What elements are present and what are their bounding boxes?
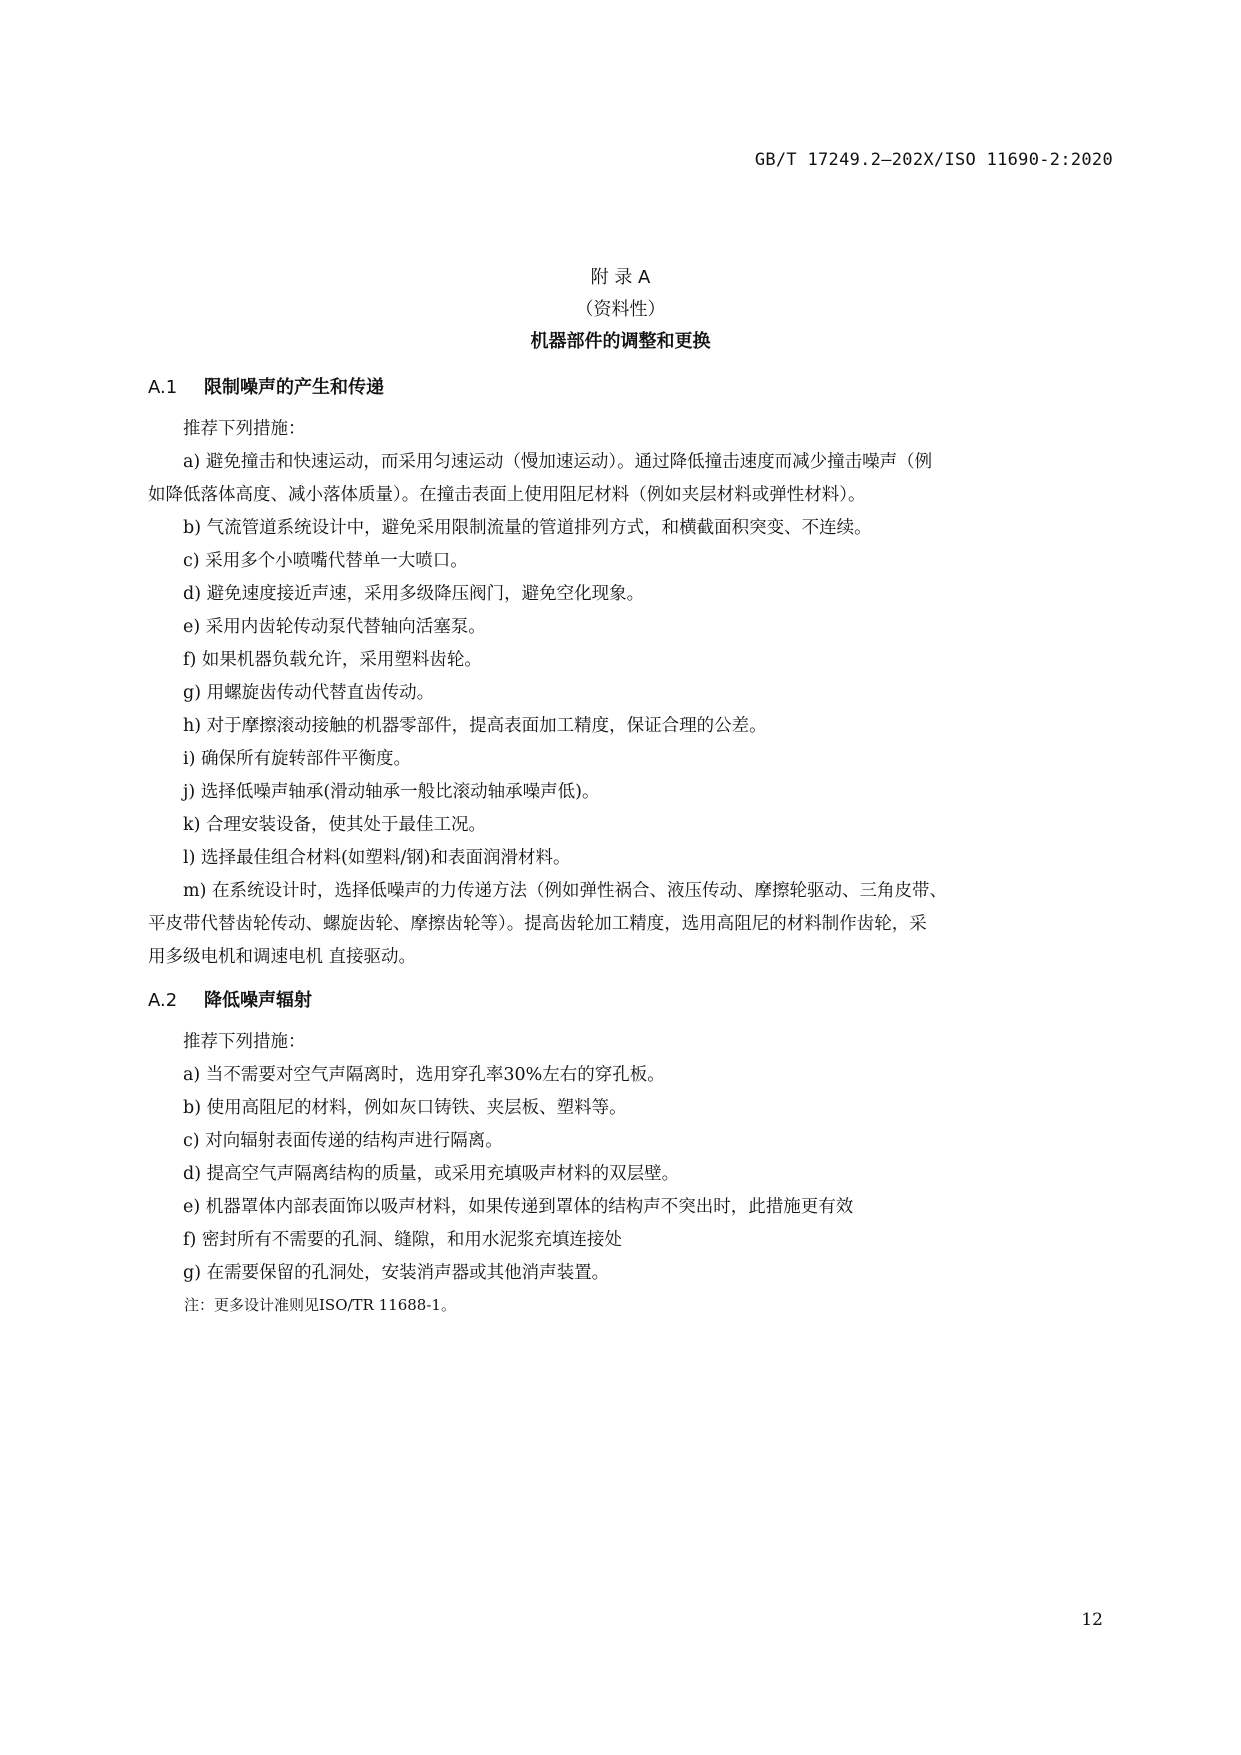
annex-label: 附 录 A [590,267,651,288]
list-item: f) 如果机器负载允许，采用塑料齿轮。 [183,650,482,670]
list-item: d) 提高空气声隔离结构的质量，或采用充填吸声材料的双层壁。 [183,1164,680,1184]
section-title: 降低噪声辐射 [204,990,312,1011]
section-a1 [148,373,1116,974]
list-item: l) 选择最佳组合材料(如塑料/钢)和表面润滑材料。 [183,848,571,868]
list-item: m) 在系统设计时，选择低噪声的力传递方法（例如弹性祸合、液压传动、摩擦轮驱动、三角皮带、 平皮带代替齿轮传动、螺旋齿轮、摩擦齿轮等）。提高齿轮加工精度，选用高阻尼的材料制作齿轮，采 用多级电机和调速电机 直接驱动。 [148,881,947,967]
list-item: j) 选择低噪声轴承(滑动轴承一般比滚动轴承噪声低)。 [183,782,600,802]
section-number: A.1 [148,377,178,398]
list-item: i) 确保所有旋转部件平衡度。 [183,749,411,769]
section-number: A.2 [148,990,178,1011]
list-item: d) 避免速度接近声速，采用多级降压阀门，避免空化现象。 [183,584,645,604]
list-item: k) 合理安装设备，使其处于最佳工况。 [183,815,486,835]
list-item: a) 当不需要对空气声隔离时，选用穿孔率30%左右的穿孔板。 [183,1065,665,1085]
list-item: f) 密封所有不需要的孔洞、缝隙，和用水泥浆充填连接处 [183,1230,622,1250]
note: 注：更多设计准则见ISO/TR 11688-1。 [184,1296,456,1314]
section-a2 [148,986,1116,1320]
page-number: 12 [1081,1610,1103,1630]
list-item: e) 机器罩体内部表面饰以吸声材料，如果传递到罩体的结构声不突出时，此措施更有效 [183,1197,854,1217]
section-intro: 推荐下列措施： [183,419,306,439]
standard-code: GB/T 17249.2—202X/ISO 11690-2:2020 [754,150,1113,170]
list-item: b) 使用高阻尼的材料，例如灰口铸铁、夹层板、塑料等。 [183,1098,627,1118]
list-item: a) 避免撞击和快速运动，而采用匀速运动（慢加速运动）。通过降低撞击速度而减少撞击噪声（例 如降低落体高度、减小落体质量）。在撞击表面上使用阻尼材料（例如夹层材料或弹性材料）。 [148,452,933,505]
document-body [148,373,1116,1320]
list-item: c) 采用多个小喷嘴代替单一大喷口。 [183,551,468,571]
list-item: b) 气流管道系统设计中，避免采用限制流量的管道排列方式，和横截面积突变、不连续。 [183,518,872,538]
section-intro: 推荐下列措施： [183,1032,306,1052]
annex-type: （资料性） [575,299,666,320]
list-item: c) 对向辐射表面传递的结构声进行隔离。 [183,1131,503,1151]
list-item: g) 在需要保留的孔洞处，安装消声器或其他消声装置。 [183,1263,610,1283]
list-item: g) 用螺旋齿传动代替直齿传动。 [183,683,435,703]
list-item: h) 对于摩擦滚动接触的机器零部件，提高表面加工精度，保证合理的公差。 [183,716,767,736]
section-heading [148,373,1116,403]
list-item: e) 采用内齿轮传动泵代替轴向活塞泵。 [183,617,486,637]
section-heading [148,986,1116,1016]
section-title: 限制噪声的产生和传递 [204,377,384,398]
annex-heading [0,262,1241,358]
annex-title: 机器部件的调整和更换 [530,331,711,352]
